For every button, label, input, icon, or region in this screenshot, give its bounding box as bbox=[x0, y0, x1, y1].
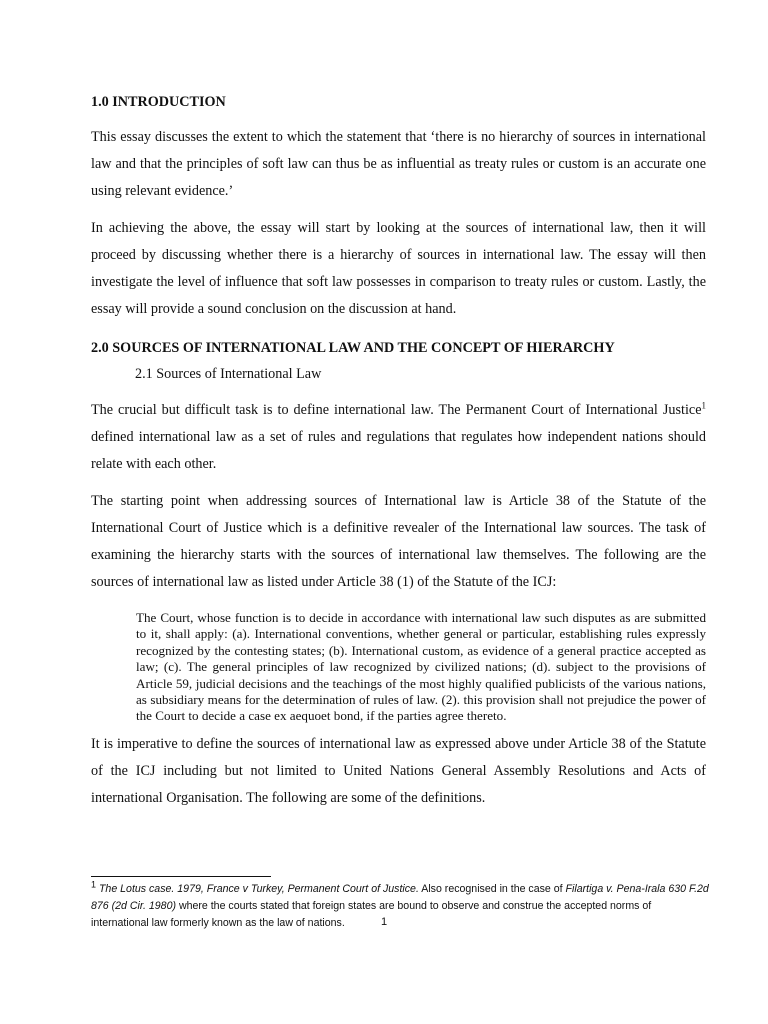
footnote-citation-lotus: The Lotus case. 1979, France v Turkey, Permanent Court of Justice. bbox=[96, 883, 419, 895]
footnote-marker: 1 bbox=[91, 879, 97, 890]
imperative-paragraph: It is imperative to define the sources of international law as expressed above under Article 38 of the Statute of the ICJ including but not limited to United Nations General Assembly Resolutions and Acts of international Organisation. The following are some of the definitions. bbox=[91, 736, 706, 806]
section-heading-introduction: 1.0 INTRODUCTION bbox=[91, 94, 226, 110]
subsection-heading-sources: 2.1 Sources of International Law bbox=[135, 366, 322, 382]
section-heading-sources: 2.0 SOURCES OF INTERNATIONAL LAW AND THE CONCEPT OF HIERARCHY bbox=[91, 340, 615, 356]
intro-paragraph-1: This essay discusses the extent to which the statement that ‘there is no hierarchy of sources in international law and that the principles of soft law can thus be as influential as treaty rules or custom is an accurate one using relevant evidence.’ bbox=[91, 129, 706, 199]
page-number: 1 bbox=[380, 916, 388, 928]
footnote-divider bbox=[91, 876, 271, 877]
footnote-text-1: Also recognised in the case of bbox=[418, 883, 566, 895]
starting-point-paragraph: The starting point when addressing sources of International law is Article 38 of the Statute of the International Court of Justice which is a definitive revealer of the International law sources. The task of examining the hierarchy starts with the sources of international law themselves. The following are the sources of international law as listed under Article 38 (1) of the Statute of the ICJ: bbox=[91, 493, 706, 590]
intro-paragraph-2: In achieving the above, the essay will start by looking at the sources of international law, then it will proceed by discussing whether there is a hierarchy of sources in international law. The essay will then investigate the level of influence that soft law possesses in comparison to treaty rules or custom. Lastly, the essay will provide a sound conclusion on the discussion at hand. bbox=[91, 220, 706, 317]
footnote-text-2: where the courts stated that foreign states are bound to observe and construe the accepted norms of international law formerly known as the law of nations. bbox=[91, 900, 652, 929]
footnote-reference[interactable]: 1 bbox=[701, 400, 706, 411]
definition-text-b: defined international law as a set of rules and regulations that regulates how independent nations should relate with each other. bbox=[91, 429, 706, 472]
definition-text-a: The crucial but difficult task is to define international law. The Permanent Court of International Justice bbox=[91, 402, 702, 418]
footnote-citation-filartiga: Filartiga v. Pena-Irala 630 F.2d 876 (2d Cir. 1980) bbox=[91, 883, 709, 912]
definition-paragraph bbox=[91, 397, 706, 478]
article-38-quote: The Court, whose function is to decide in accordance with international law such disputes as are submitted to it, shall apply: (a). International conventions, whether general or particular, establishing rules expressly recognized by the contesting states; (b). International custom, as evidence of a general practice accepted as law; (c). The general principles of law recognized by civilized nations; (d). subject to the provisions of Article 59, judicial decisions and the teachings of the most highly qualified publicists of the various nations, as subsidiary means for the determination of rules of law. (2). this provision shall not prejudice the power of the Court to decide a case ex aequoet bond, if the parties agree thereto. bbox=[136, 610, 706, 724]
